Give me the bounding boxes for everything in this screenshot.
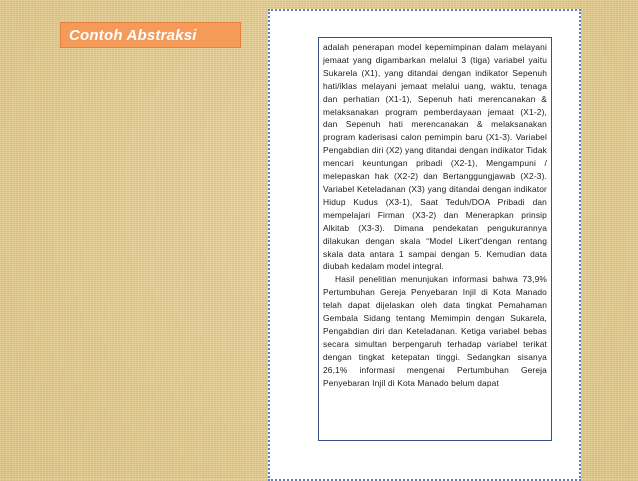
abstract-paragraph-2: Hasil penelitian menunjukan informasi bahwa 73,9% Pertumbuhan Gereja Penyebaran Injil di Kota Manado telah dapat dijelaskan oleh data tingkat Pemahaman Gembala Sidang tentang Memimpin dengan Sukarela, Pengabdian diri dan Keteladanan. Ketiga variabel bebas secara simultan berpengaruh terhadap variabel terikat dengan tingkat ketepatan tinggi. Sedangkan sisanya 26,1% informasi mengenai Pertumbuhan Gereja Penyebaran Injil di Kota Manado belum dapat — [323, 274, 547, 388]
slide-title: Contoh Abstraksi — [69, 26, 197, 44]
abstract-text-box — [318, 37, 552, 441]
slide-title-box — [60, 22, 241, 48]
abstract-paragraph-1: adalah penerapan model kepemimpinan dalam melayani jemaat yang digambarkan melalui 3 (tiga) variabel yaitu Sukarela (X1), yang ditandai dengan indikator Sepenuh hati/iklas melayani jemaat melalui uang, waktu, tenaga dan perhatian (X1-1), Sepenuh hati merencanakan & melaksanakan program pemberdayaan jemaat (X1-2), dan Sepenuh hati merencanakan & melaksanakan program kaderisasi calon pemimpin baru (X1-3). Variabel Pengabdian diri (X2) yang ditandai dengan indikator Tidak mencari keuntungan pribadi (X2-1), Mengampuni / melepaskan hak (X2-2) dan Bertanggungjawab (X2-3). Variabel Keteladanan (X3) yang ditandai dengan indikator Hidup Kudus (X3-1), Saat Teduh/DOA Pribadi dan mempelajari Firman (X3-2) dan Menerapkan prinsip Alkitab (X3-3). Dimana pendekatan pengukurannya dilakukan dengan skala “Model Likert”dengan rentang skala data antara 1 sampai dengan 5. Kemudian data diubah kedalam model integral. — [323, 42, 547, 272]
